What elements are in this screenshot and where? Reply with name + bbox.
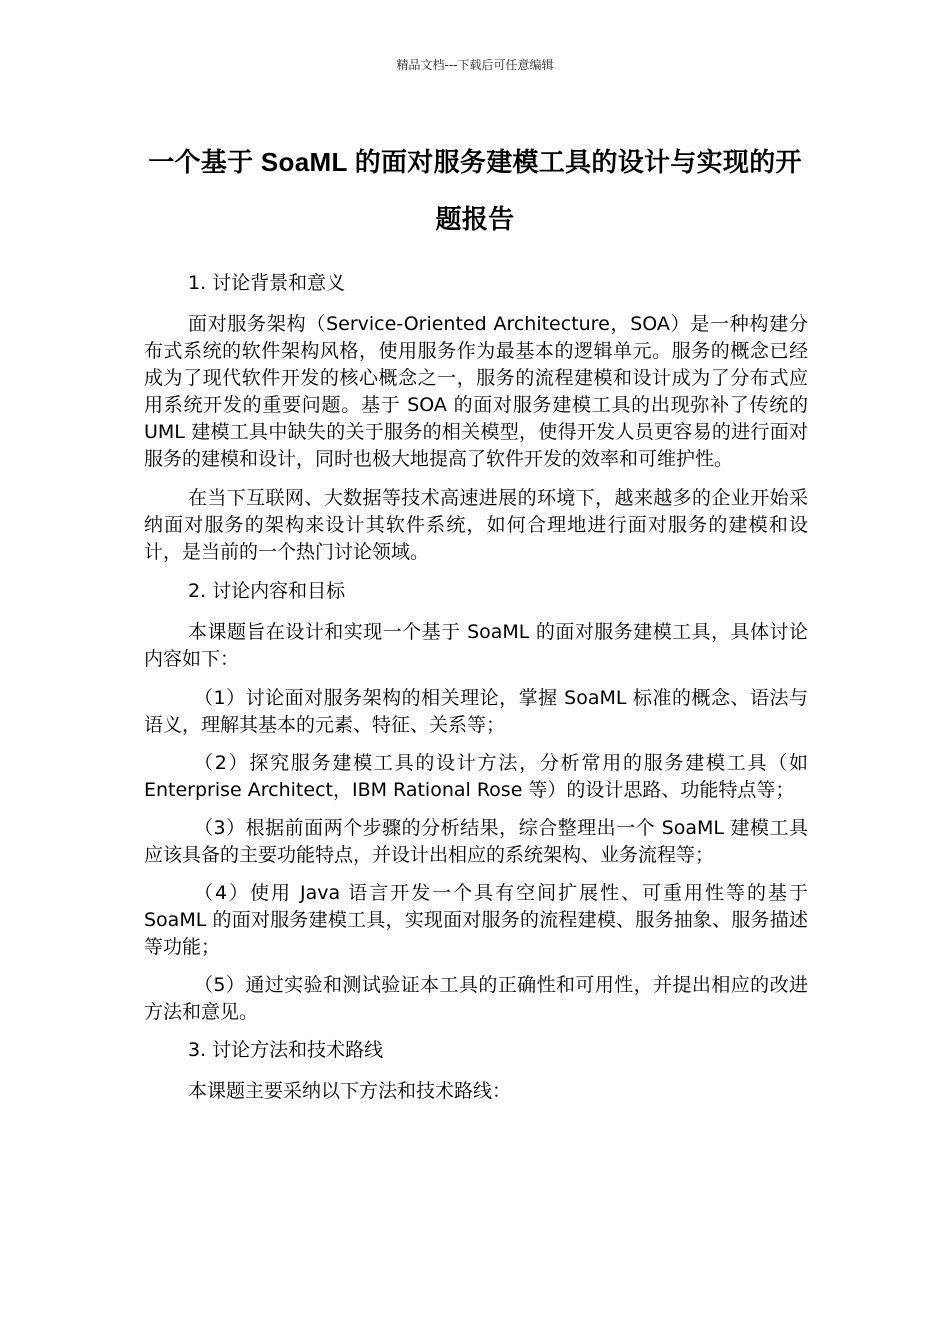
paragraph-content-intro: 本课题旨在设计和实现一个基于 SoaML 的面对服务建模工具，具体讨论内容如下：	[144, 621, 808, 670]
document-title: 一个基于 SoaML 的面对服务建模工具的设计与实现的开题报告	[148, 147, 802, 234]
list-item: （3）根据前面两个步骤的分析结果，综合整理出一个 SoaML 建模工具应该具备的主要功能特点，并设计出相应的系统架构、业务流程等；	[144, 817, 808, 866]
paragraph-methods-intro: 本课题主要采纳以下方法和技术路线：	[188, 1080, 512, 1102]
list-item: （4）使用 Java 语言开发一个具有空间扩展性、可重用性等的基于 SoaML 的面对服务建模工具，实现面对服务的流程建模、服务抽象、服务描述等功能；	[144, 882, 808, 958]
list-item: （2）探究服务建模工具的设计方法，分析常用的服务建模工具（如 Enterprise Architect，IBM Rational Rose 等）的设计思路、功能特点等；	[144, 752, 808, 801]
list-item: （5）通过实验和测试验证本工具的正确性和可用性，并提出相应的改进方法和意见。	[144, 974, 808, 1023]
page-header-note: 精品文档---下载后可任意编辑	[396, 58, 554, 72]
section-heading-background: 1. 讨论背景和意义	[188, 272, 346, 294]
document-body	[144, 270, 808, 1117]
section-heading-methods: 3. 讨论方法和技术路线	[188, 1039, 384, 1061]
paragraph-soa-intro: 面对服务架构（Service-Oriented Architecture，SOA）是一种构建分布式系统的软件架构风格，使用服务作为最基本的逻辑单元。服务的概念已经成为了现代软件开发的核心概念之一，服务的流程建模和设计成为了分布式应用系统开发的重要问题。基于 SOA 的面对服务建模工具的出现弥补了传统的 UML 建模工具中缺失的关于服务的相关模型，使得开发人员更容易的进行面对服务的建模和设计，同时也极大地提高了软件开发的效率和可维护性。	[144, 313, 808, 470]
list-item: （1）讨论面对服务架构的相关理论，掌握 SoaML 标准的概念、语法与语义，理解其基本的元素、特征、关系等；	[144, 687, 808, 736]
section-heading-content-goals: 2. 讨论内容和目标	[188, 580, 346, 602]
paragraph-current-trend: 在当下互联网、大数据等技术高速进展的环境下，越来越多的企业开始采纳面对服务的架构来设计其软件系统，如何合理地进行面对服务的建模和设计，是当前的一个热门讨论领域。	[144, 487, 808, 563]
